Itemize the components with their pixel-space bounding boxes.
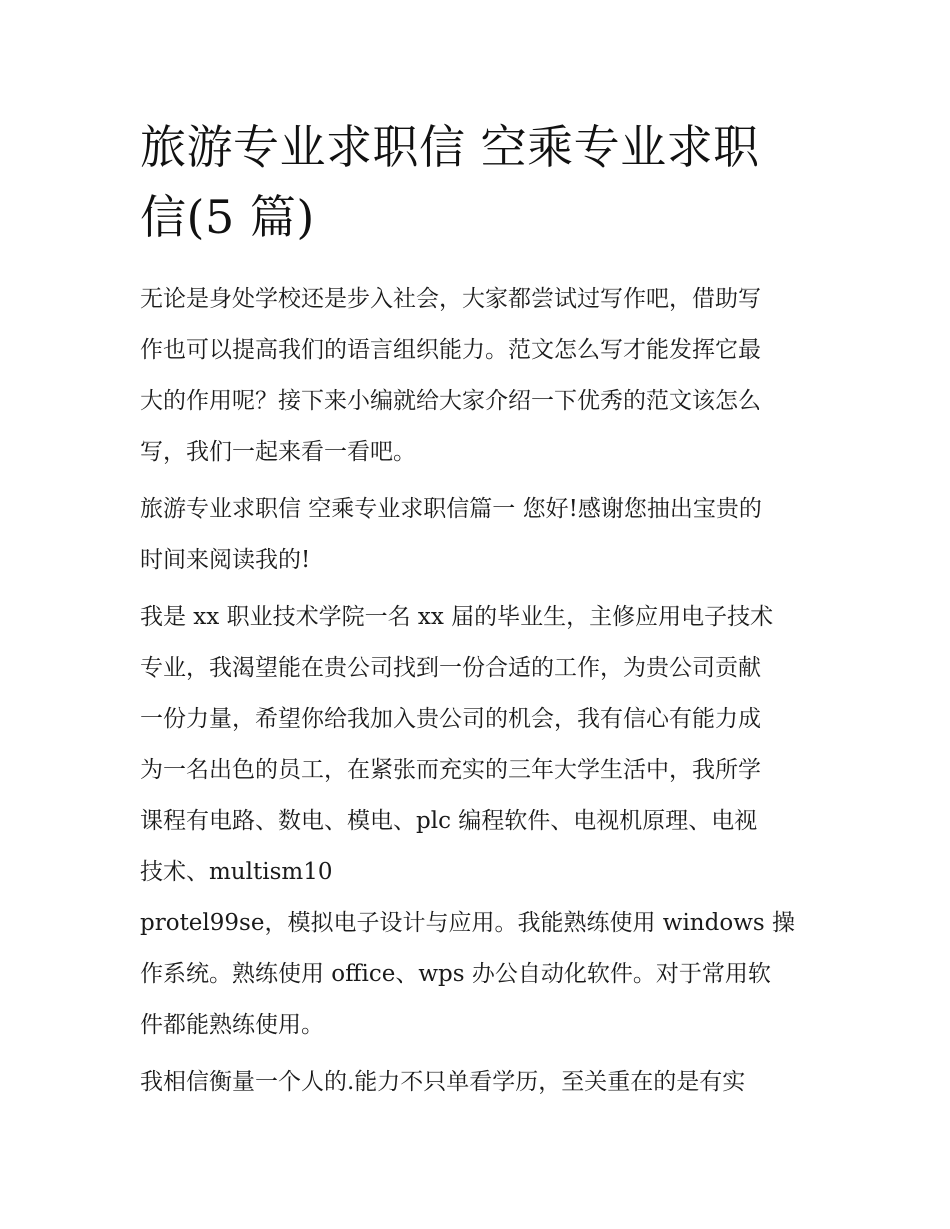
- background-paragraph: 我是 xx 职业技术学院一名 xx 届的毕业生，主修应用电子技术 专业，我渴望能在贵公司找到一份合适的工作，为贵公司贡献 一份力量，希望你给我加入贵公司的机会，我有信心有能力成 为一名出色的员工，在紧张而充实的三年大学生活中，我所学 课程有电路、数电、模电、plc 编程软件、电视机原理、电视 技术、multism10 protel99se，模拟电子设计与应用。我能熟练使用 windows 操 作系统。熟练使用 office、wps 办公自动化软件。对于常用软 件都能熟练使用。: [140, 604, 795, 1038]
- document-title: 旅游专业求职信 空乘专业求职 信(5 篇): [140, 120, 760, 244]
- closing-paragraph: 我相信衡量一个人的.能力不只单看学历，至关重在的是有实: [140, 1069, 746, 1095]
- greeting-paragraph: 旅游专业求职信 空乘专业求职信篇一 您好!感谢您抽出宝贵的 时间来阅读我的!: [140, 496, 762, 573]
- intro-paragraph: 无论是身处学校还是步入社会，大家都尝试过写作吧，借助写 作也可以提高我们的语言组织能力。范文怎么写才能发挥它最 大的作用呢？接下来小编就给大家介绍一下优秀的范文该怎么 写，我们一起来看一看吧。: [140, 286, 761, 465]
- document-page: [140, 112, 812, 1114]
